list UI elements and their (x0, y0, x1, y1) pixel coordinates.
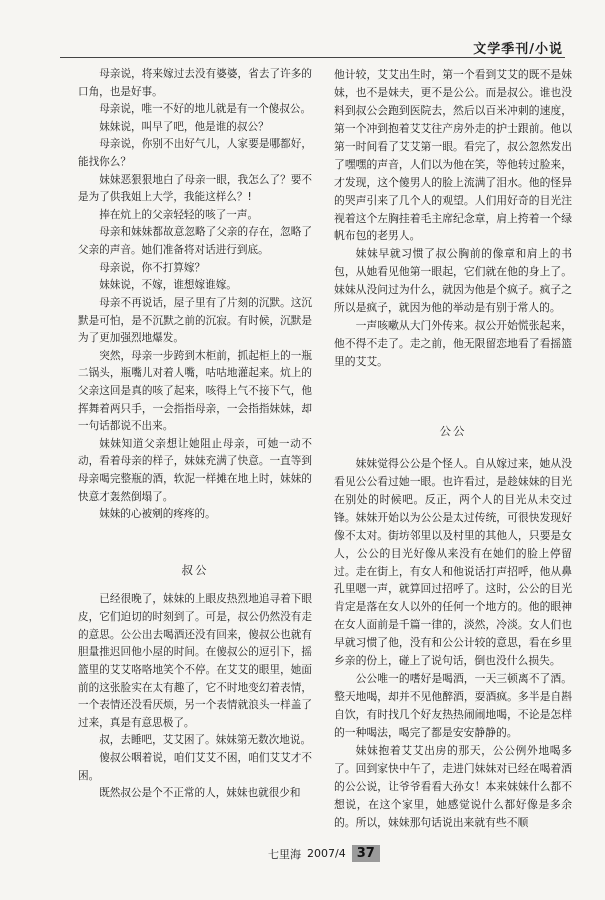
paragraph: 捧在炕上的父亲轻轻的咳了一声。 (99, 208, 259, 221)
paragraph: 妹妹觉得公公是个怪人。自从嫁过来，她从没看见公公看过她一眼。也许看过，是趁妹妹的目光在别处的时候吧。反正，两个人的目光从未交过锋。妹妹开始以为公公是太过传统，可很快发现好像不太对。街坊邻里以及村里的其他人，只要是女人，公公的目光好像从来没有在她们的脸上停留过。走在街上，有女人和他说话打声招呼，他从鼻孔里嗯一声，就算回过招呼了。这时，公公的目光肯定是落在女人以外的任何一个地方的。他的眼神在女人面前是千篇一律的，淡然，冷淡。女人们也早就习惯了他，没有和公公计较的意思，看在乡里乡亲的份上，碰上了说句话，倒也没什么损失。 (334, 456, 572, 668)
paragraph: 妹妹恶狠狠地白了母亲一眼，我怎么了？要不是为了供我姐上大学，我能这样么？! (78, 173, 312, 204)
page-footer (268, 845, 380, 862)
left-column (78, 66, 312, 803)
paragraph: 傻叔公咽着说，咱们艾艾不困，咱们艾艾才不困。 (78, 751, 312, 782)
page-header: 文学季刊/小说 (473, 42, 563, 57)
paragraph: 母亲不再说话，屋子里有了片刻的沉默。这沉默是可怕，是不沉默之前的沉寂。有时候，沉默是为了更加强烈地爆发。 (78, 296, 312, 345)
paragraph: 已经很晚了，妹妹的上眼皮热烈地追寻着下眼皮，它们迫切的时刻到了。可是，叔公仍然没有走的意思。公公出去喝酒还没有回来，傻叔公也就有胆量推迟回他小屋的时间。在傻叔公的逗引下，摇篮里的艾艾咯咯地笑个不停。在艾艾的眼里，她面前的这张脸实在太有趣了，它不时地变幻着表情，一个表情还没看厌烦，另一个表情就浪头一样盖了过来，真是有意思极了。 (78, 593, 312, 729)
right-column (334, 66, 572, 832)
section-title-gonggong: 公公 (439, 423, 467, 438)
paragraph: 母亲说，唯一不好的地儿就是有一个傻叔公。 (99, 103, 312, 116)
paragraph: 母亲说，你别不出好气儿，人家要是哪都好，能找你么？ (78, 138, 312, 169)
paragraph: 妹妹知道父亲想让她阻止母亲，可她一动不动，看着母亲的样子，妹妹充满了快意。一直等到母亲喝完整瓶的酒，软泥一样摊在地上时，妹妹的快意才轰然倒塌了。 (78, 437, 312, 503)
paragraph: 既然叔公是个不正常的人，妹妹也就很少和 (99, 787, 301, 800)
paragraph: 突然，母亲一步跨到木柜前，抓起柜上的一瓶二锅头，瓶嘴儿对着人嘴，咕咕地灌起来。炕上的父亲这回是真的咳了起来，咳得上气不接下气，他挥舞着两只手，一会指指母亲，一会指指妹妹，却一句话都说不出来。 (78, 349, 312, 433)
paragraph: 公公唯一的嗜好是喝酒，一天三顿离不了酒。整天地喝，却并不见他醉酒，耍酒疯。多半是自斟自饮，有时找几个好友热热闹闹地喝，不论是怎样的一种喝法，喝完了都是安安静静的。 (334, 672, 572, 739)
paragraph: 妹妹的心被剜的疼疼的。 (99, 508, 216, 521)
magazine-name: 七里海 (268, 847, 301, 861)
paragraph: 他计较，艾艾出生时，第一个看到艾艾的既不是妹妹，也不是妹夫，更不是公公。而是叔公。谁也没料到叔公会跑到医院去，然后以百米冲刺的速度，第一个冲到抱着艾艾往产房外走的护士跟前。他以第一时间看了艾艾第一眼。看完了，叔公忽然发出了嘿嘿的声音，人们以为他在笑，等他转过脸来，才发现，这个傻男人的脸上流满了泪水。他的怪异的哭声引来了几个人的观望。人们用好奇的目光注视着这个左胸挂着毛主席纪念章，肩上挎着一个绿帆布包的老男人。 (334, 68, 572, 243)
paragraph: 妹妹抱着艾艾出房的那天，公公例外地喝多了。回到家快中午了，走进门妹妹对已经在喝着酒的公公说，让爷爷看看大孙女！本来妹妹什么都不想说，在这个家里，她感觉说什么都好像是多余的。所以，妹妹那句话说出来就有些不顺 (334, 743, 572, 829)
paragraph: 一声咳嗽从大门外传来。叔公开始慌张起来，他不得不走了。走之前，他无限留恋地看了看摇篮里的艾艾。 (334, 319, 572, 368)
section-title-shugong: 叔公 (181, 562, 209, 577)
header-divider (60, 57, 565, 58)
paragraph: 叔，去睡吧，艾艾困了。妹妹第无数次地说。 (99, 734, 312, 747)
paragraph: 母亲说，将来嫁过去没有婆婆，省去了许多的口角，也是好事。 (78, 68, 312, 98)
page-number: 37 (352, 845, 380, 862)
paragraph: 妹妹说，不嫁，谁想嫁谁嫁。 (99, 279, 237, 292)
issue-number: 2007/4 (307, 847, 346, 860)
paragraph: 妹妹早就习惯了叔公胸前的像章和肩上的书包，从她看见他第一眼起，它们就在他的身上了。妹妹从没问过为什么，就因为他是个疯子。疯子之所以是疯子，就因为他的举动是有别于常人的。 (334, 247, 572, 315)
paragraph: 妹妹说，叫早了吧，他是谁的叔公？ (99, 120, 269, 133)
paragraph: 母亲和妹妹都故意忽略了父亲的存在，忽略了父亲的声音。她们准备将对话进行到底。 (78, 226, 312, 257)
paragraph: 母亲说，你不打算嫁？ (99, 261, 206, 274)
